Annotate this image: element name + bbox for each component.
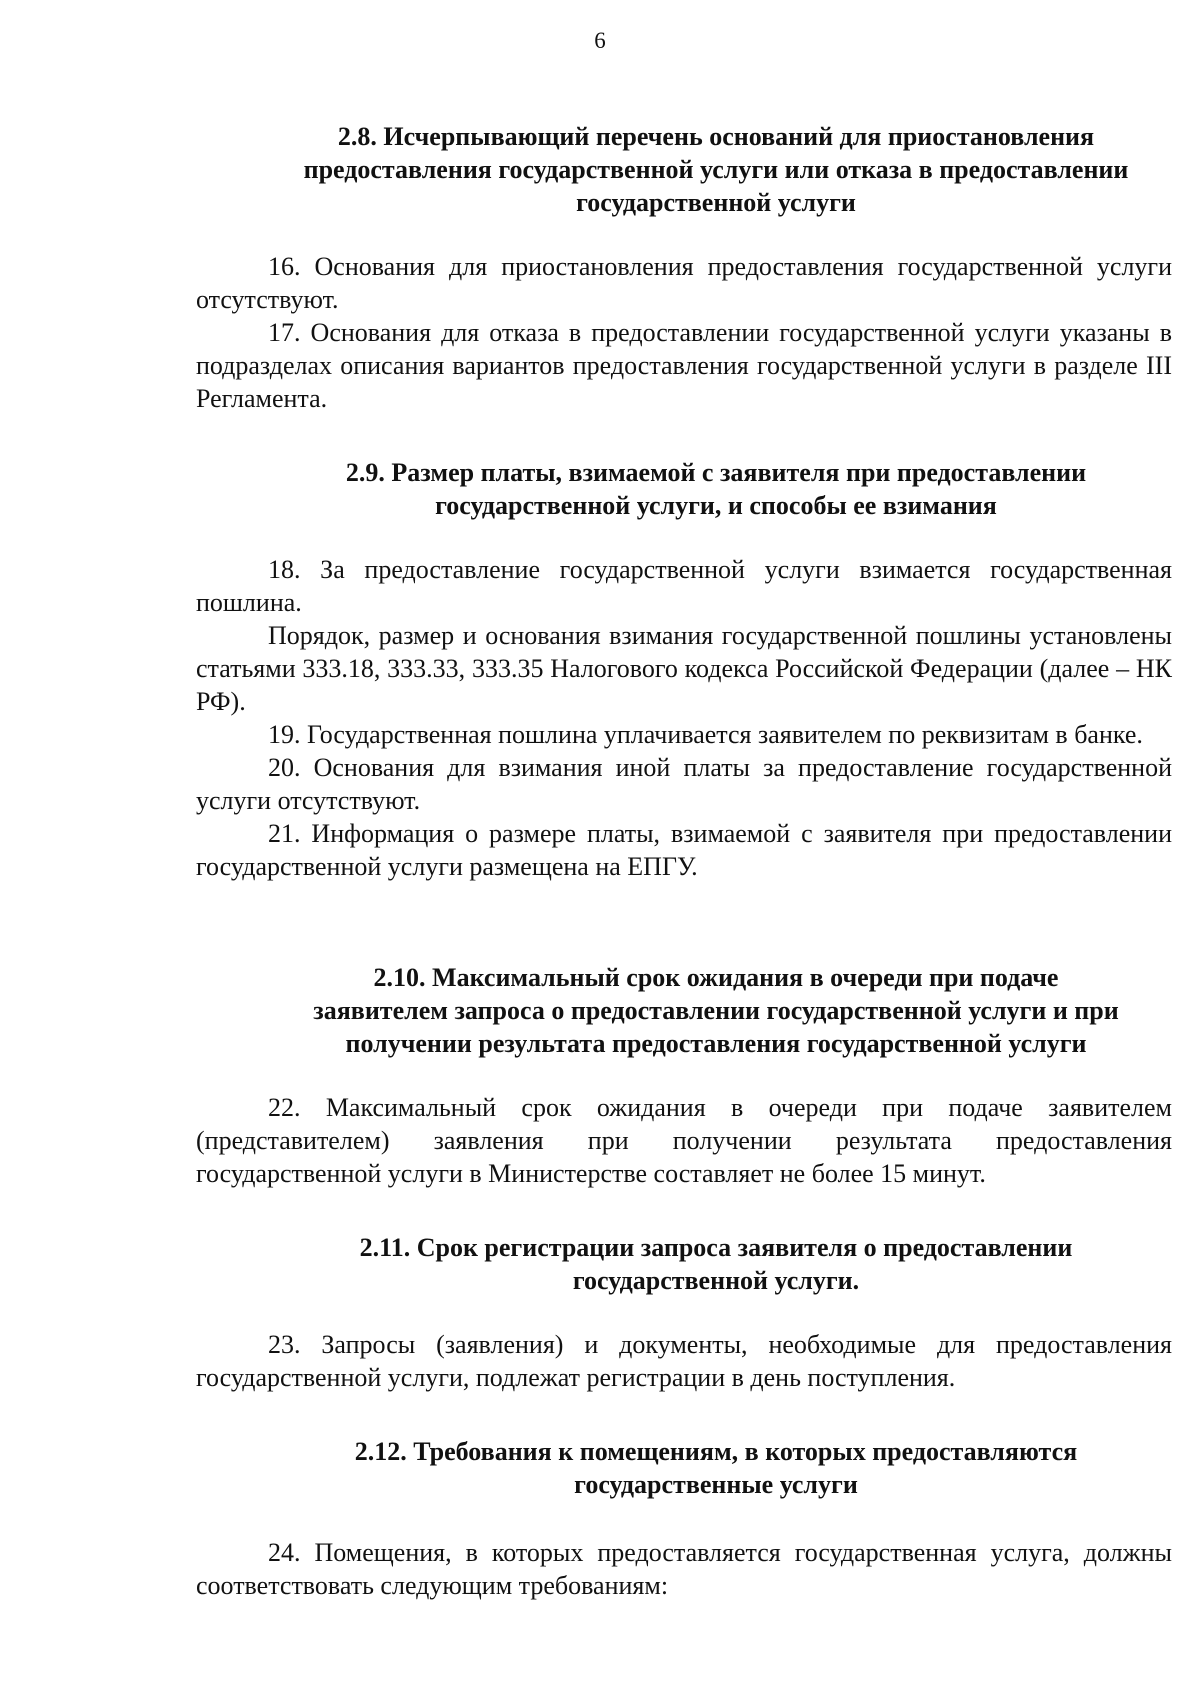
- section-2-12: [196, 1435, 1172, 1602]
- paragraph-21: 21. Информация о размере платы, взимаемой с заявителя при предоставлении государственной услуги размещена на ЕПГУ.: [196, 819, 1172, 881]
- heading-line: 2.10. Максимальный срок ожидания в очереди при подаче: [373, 963, 1059, 992]
- paragraph-16: 16. Основания для приостановления предоставления государственной услуги отсутствуют.: [196, 252, 1172, 314]
- heading-line: государственные услуги: [574, 1470, 858, 1499]
- page-number: 6: [594, 28, 606, 53]
- paragraph-18-order: Порядок, размер и основания взимания государственной пошлины установлены статьями 333.18, 333.33, 333.35 Налогового кодекса Российской Федерации (далее – НК РФ).: [196, 621, 1172, 716]
- section-2-10: [196, 961, 1172, 1190]
- heading-line: 2.12. Требования к помещениям, в которых предоставляются: [354, 1437, 1078, 1466]
- paragraph-20: 20. Основания для взимания иной платы за предоставление государственной услуги отсутствуют.: [196, 753, 1172, 815]
- paragraph-17: 17. Основания для отказа в предоставлении государственной услуги указаны в подразделах описания вариантов предоставления государственной услуги в разделе III Регламента.: [196, 318, 1172, 413]
- paragraph-22: 22. Максимальный срок ожидания в очереди при подаче заявителем (представителем) заявления при получении результата предоставления государственной услуги в Министерстве составляет не более 15 минут.: [196, 1093, 1172, 1188]
- section-2-8: [196, 120, 1172, 415]
- document-content: [196, 120, 1172, 1602]
- section-heading: [196, 120, 1172, 219]
- paragraph-24: 24. Помещения, в которых предоставляется государственная услуга, должны соответствовать следующим требованиям:: [196, 1538, 1172, 1600]
- paragraph-19: 19. Государственная пошлина уплачивается заявителем по реквизитам в банке.: [268, 720, 1143, 749]
- heading-line: 2.9. Размер платы, взимаемой с заявителя при предоставлении: [345, 458, 1087, 487]
- heading-line: государственной услуги: [576, 188, 856, 217]
- heading-line: государственной услуги.: [572, 1266, 860, 1295]
- paragraph-23: 23. Запросы (заявления) и документы, необходимые для предоставления государственной услуги, подлежат регистрации в день поступления.: [196, 1330, 1172, 1392]
- section-heading: [196, 1231, 1172, 1297]
- heading-line: заявителем запроса о предоставлении государственной услуги и при: [313, 996, 1119, 1025]
- heading-line: 2.8. Исчерпывающий перечень оснований для приостановления: [337, 122, 1095, 151]
- heading-line: получении результата предоставления государственной услуги: [345, 1029, 1087, 1058]
- paragraph-18: 18. За предоставление государственной услуги взимается государственная пошлина.: [196, 555, 1172, 617]
- section-2-11: [196, 1231, 1172, 1394]
- heading-line: предоставления государственной услуги или отказа в предоставлении: [303, 155, 1129, 184]
- section-heading: [196, 1435, 1172, 1501]
- heading-line: государственной услуги, и способы ее взимания: [435, 491, 997, 520]
- section-heading: [196, 456, 1172, 522]
- section-heading: [196, 961, 1172, 1060]
- section-2-9: [196, 456, 1172, 883]
- heading-line: 2.11. Срок регистрации запроса заявителя о предоставлении: [359, 1233, 1073, 1262]
